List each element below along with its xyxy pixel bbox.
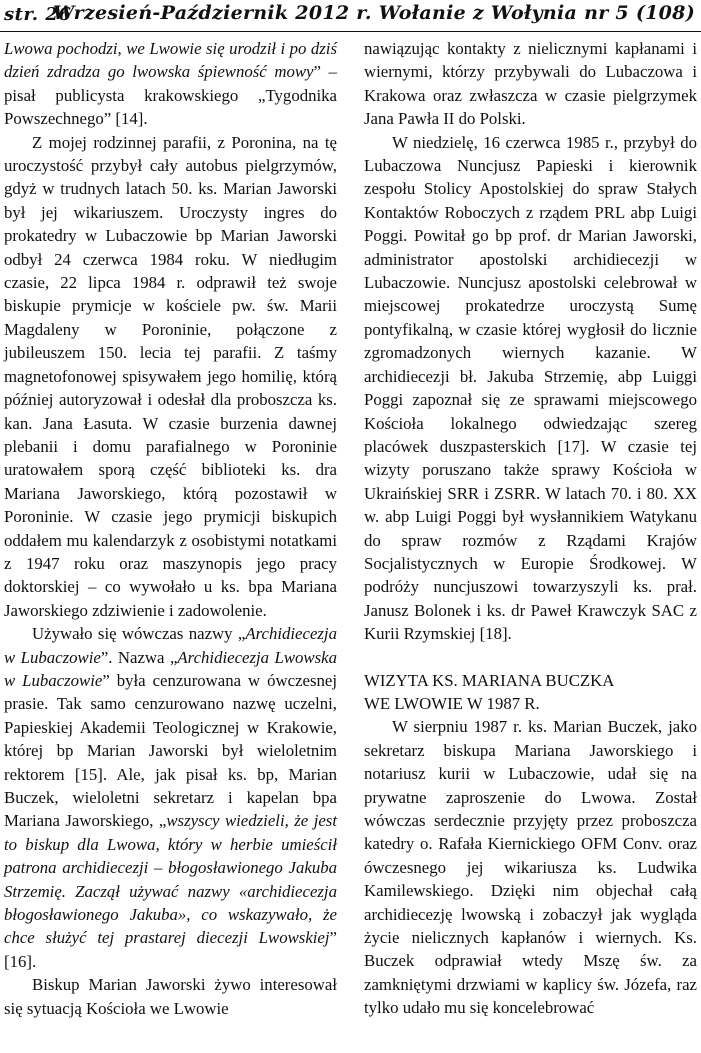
paragraph-p5 (364, 37, 697, 131)
text-run: ” była cenzurowana w ówczesnej prasie. Tak samo cenzurowano nazwę uczelni, Papieskiej Akademii Teologicznej w Krakowie, której bp Marian Jaworski był wieloletnim rektorem [15]. Ale, jak pisał ks. bp, Marian Buczek, wieloletni sekretarz i kapelan bpa Mariana Jaworskiego, „ (4, 670, 337, 831)
header-rule (0, 31, 701, 32)
section-heading-line2: WE LWOWIE W 1987 R. (364, 693, 540, 713)
text-run: ”. Nazwa „ (100, 647, 178, 667)
text-run: ” [16]. (4, 928, 337, 971)
issue-title: Wrzesień-Październik 2012 r. Wołanie z Wołynia nr 5 (108) (52, 2, 695, 24)
section-heading (364, 669, 697, 716)
text-run: ” – pisał publicysta krakowskiego „Tygodnika Powszechnego” [14]. (4, 62, 337, 129)
left-column (4, 37, 337, 1020)
text-run: W sierpniu 1987 r. ks. Marian Buczek, jako sekretarz biskupa Mariana Jaworskiego i notariusz kurii w Lubaczowie, udał się na prywatne zaproszenie do Lwowa. Został wówczas serdecznie przyjęty przez proboszcza katedry o. Rafała Kiernickiego OFM Conv. oraz ówczesnego jej wikariusza ks. Ludwika Kamilewskiego. Dzięki nim objechał całą archidiecezję lwowską i zobaczył jak wygląda życie nielicznych kapłanów i wiernych. Ks. Buczek odprawiał wtedy Mszę św. za zamkniętymi drzwiami w kaplicy św. Józefa, raz tylko udało mu się koncelebrować (364, 717, 697, 1018)
text-run: nawiązując kontakty z nielicznymi kapłanami i wiernymi, którzy przybywali do Lubaczowa i Krakowa oraz zwłaszcza w czasie pielgrzymek Jana Pawła II do Polski. (364, 39, 697, 129)
italic-text: Archidiecezja Lwowska w Lubaczowie (4, 647, 337, 690)
page-number: str. 26 (4, 4, 72, 25)
paragraph-p4 (4, 973, 337, 1020)
section-heading-line1: WIZYTA KS. MARIANA BUCZKA (364, 670, 615, 690)
paragraph-p3 (4, 622, 337, 973)
paragraph-p1 (4, 37, 337, 131)
paragraph-p7 (364, 715, 697, 1019)
text-run: Z mojej rodzinnej parafii, z Poronina, na tę uroczystość przybył cały autobus pielgrzymów, gdyż w trudnych latach 50. ks. Marian Jaworski był jej wikariuszem. Uroczysty ingres do prokatedry w Lubaczowie bp Marian Jaworski odbył 24 czerwca 1984 roku. W niedługim czasie, 22 lipca 1984 r. odprawił też swoje biskupie prymicje w kościele pw. św. Marii Magdaleny w Poroninie, połączone z jubileuszem 150. lecia tej parafii. Z taśmy magnetofonowej spisywałem jego homilię, którą później autoryzował i odesłał dla proboszcza ks. kan. Jana Łasuta. W czasie burzenia dawnej plebanii i domu parafialnego w Poroninie uratowałem sporą część biblioteki ks. dra Mariana Jaworskiego, którą pozostawił w Poroninie. W czasie jego prymicji biskupich oddałem mu kalendarzyk z osobistymi notatkami z 1947 roku oraz maszynopis jego pracy doktorskiej – co wywołało u ks. bpa Mariana Jaworskiego zdziwienie i zadowolenie. (4, 132, 337, 620)
italic-text: wszyscy wiedzieli, że jest to biskup dla Lwowa, który w herbie umieścił patrona archidiecezji – błogosławionego Jakuba Strzemię. Zaczął używać nazwy «archidiecezja błogosławionego Jakuba», co wskazywało, że chce służyć tej prastarej diecezji Lwowskiej (4, 811, 337, 948)
italic-text: Archidiecezja w Lubaczowie (4, 624, 337, 667)
right-column (364, 37, 697, 1020)
left-paragraphs (4, 37, 337, 1020)
right-paragraphs-after (364, 715, 697, 1019)
page-header (0, 0, 701, 30)
right-paragraphs (364, 37, 697, 646)
text-run: Używało się wówczas nazwy „ (32, 624, 246, 644)
italic-text: Lwowa pochodzi, we Lwowie się urodził i po dziś dzień zdradza go lwowska śpiewność mowy (4, 39, 337, 82)
text-run: Biskup Marian Jaworski żywo interesował się sytuacją Kościoła we Lwowie (4, 975, 337, 1018)
text-run: W niedzielę, 16 czerwca 1985 r., przybył do Lubaczowa Nuncjusz Papieski i kierownik zespołu Stolicy Apostolskiej do spraw Stałych Kontaktów Roboczych z rządem PRL abp Luigi Poggi. Powitał go bp prof. dr Marian Jaworski, administrator apostolski archidiecezji w Lubaczowie. Nuncjusz apostolski celebrował w miejscowej prokatedrze uroczystą Sumę pontyfikalną, w czasie której wygłosił do licznie zgromadzonych wiernych kazanie. W archidiecezji bł. Jakuba Strzemię, abp Luiggi Poggi zapoznał się ze sprawami miejscowego Kościoła lokalnego odwiedzając szereg placówek duszpasterskich [17]. W czasie tej wizyty poruszano także sprawy Kościoła w Ukraińskiej SRR i ZSRR. W latach 70. i 80. XX w. abp Luigi Poggi był wysłannikiem Watykanu do spraw rozmów z Rządami Krajów Socjalistycznych w Europie Środkowej. W podróży nuncjuszowi towarzyszyli ks. prał. Janusz Bolonek i ks. dr Paweł Krawczyk SAC z Kurii Rzymskiej [18]. (364, 132, 697, 644)
paragraph-p6 (364, 131, 697, 646)
paragraph-p2 (4, 131, 337, 623)
